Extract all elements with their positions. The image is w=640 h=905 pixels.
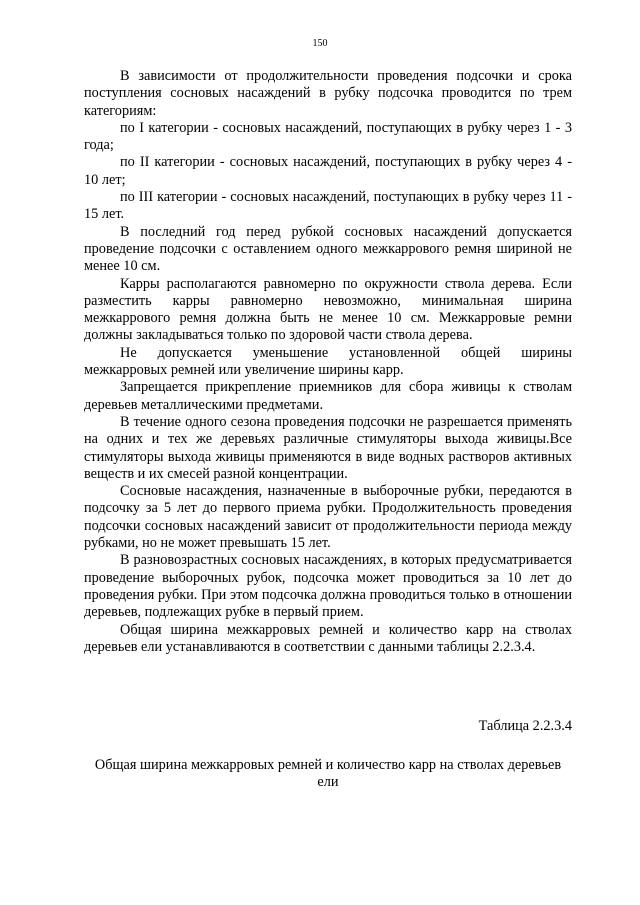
paragraph-stimulators: В течение одного сезона проведения подсочки не разрешается применять на одних и тех же деревьях различные стимуляторы выхода живицы.Все стимуляторы выхода живицы применяются в виде водных растворов активных веществ и их смесей разной концентрации.: [84, 413, 572, 482]
table-caption: Таблица 2.2.3.4: [478, 718, 572, 734]
paragraph-categories-intro: В зависимости от продолжительности проведения подсочки и срока поступления сосновых насаждений в рубку подсочка проводится по трем категориям:: [84, 68, 572, 119]
paragraph-uneven-aged: В разновозрастных сосновых насаждениях, в которых предусматривается проведение выборочных рубок, подсочка может проводиться за 10 лет до проведения рубки. При этом подсочка должна проводиться только в отношении деревьев, подлежащих рубке в первый прием.: [84, 552, 572, 621]
page-number: 150: [312, 38, 328, 49]
paragraph-carr-placement: Карры располагаются равномерно по окружности ствола дерева. Если разместить карры равномерно невозможно, минимальная ширина межкаррового ремня должна быть не менее 10 см. Межкарровые ремни должны закладываться только по здоровой части ствола дерева.: [84, 275, 572, 344]
body-text: [84, 68, 572, 656]
paragraph-receiver-fastening: Запрещается прикрепление приемников для сбора живицы к стволам деревьев металлическими предметами.: [84, 379, 572, 413]
paragraph-selective-felling: Сосновые насаждения, назначенные в выборочные рубки, передаются в подсочку за 5 лет до первого приема рубки. Продолжительность проведения подсочки сосновых насаждений зависит от продолжительности периода между рубками, но не может превышать 15 лет.: [84, 483, 572, 552]
paragraph-category-3: по III категории - сосновых насаждений, поступающих в рубку через 11 - 15 лет.: [84, 189, 572, 223]
paragraph-last-year: В последний год перед рубкой сосновых насаждений допускается проведение подсочки с оставлением одного межкаррового ремня шириной не менее 10 см.: [84, 223, 572, 275]
paragraph-category-2: по II категории - сосновых насаждений, поступающих в рубку через 4 - 10 лет;: [84, 154, 572, 188]
paragraph-category-1: по I категории - сосновых насаждений, поступающих в рубку через 1 - 3 года;: [84, 119, 572, 154]
table-title: Общая ширина межкарровых ремней и количество карр на стволах деревьев ели: [94, 757, 562, 791]
paragraph-width-restriction: Не допускается уменьшение установленной общей ширины межкарровых ремней или увеличение ширины карр.: [84, 344, 572, 379]
paragraph-table-reference: Общая ширина межкарровых ремней и количество карр на стволах деревьев ели устанавливаются в соответствии с данными таблицы 2.2.3.4.: [84, 621, 572, 655]
